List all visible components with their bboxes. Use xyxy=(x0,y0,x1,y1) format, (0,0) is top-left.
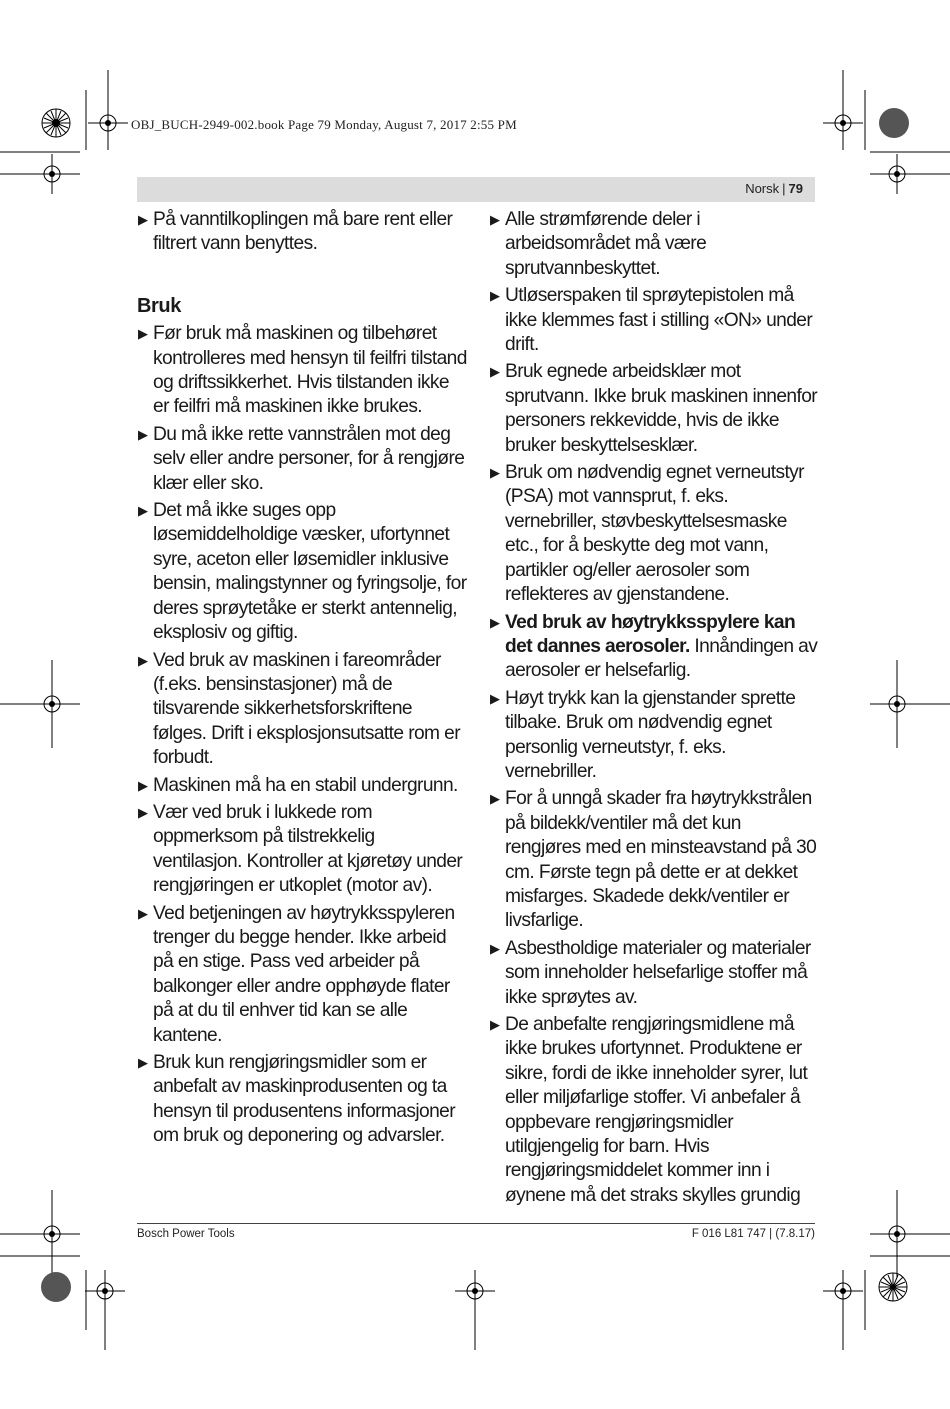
bullet-triangle-icon: ▶ xyxy=(490,690,500,706)
page-header-bar xyxy=(137,177,815,202)
list-item xyxy=(137,322,467,420)
bullet-triangle-icon: ▶ xyxy=(138,777,148,793)
list-item xyxy=(137,774,467,798)
item-text: Utløserspaken til sprøytepistolen må ikke klemmes fast i stilling «ON» under drift. xyxy=(505,285,813,356)
header-separator: | xyxy=(782,181,786,196)
item-text: Asbestholdige materialer og materialer som inneholder helsefarlige stoffer må ikke sprøytes av. xyxy=(505,937,811,1008)
bullet-triangle-icon: ▶ xyxy=(490,791,500,807)
item-text: Ved betjeningen av høytrykksspyleren trenger du begge hender. Ikke arbeid på en stige. Pass ved arbeider på balkonger eller andre opphøyde flater på at du til enhver tid kan se alle kantene. xyxy=(153,902,455,1046)
item-text: For å unngå skader fra høytrykkstrålen på bildekk/ventiler må det kun rengjøres med en minsteavstand på 30 cm. Første tegn på dette er at dekket misfarges. Skadede dekk/ventiler er livsfarlige. xyxy=(505,788,817,932)
bullet-triangle-icon: ▶ xyxy=(490,212,500,227)
list-item xyxy=(489,461,819,607)
item-text: Vær ved bruk i lukkede rom oppmerksom på tilstrekkelig ventilasjon. Kontroller at kjøretøy under rengjøringen er utkoplet (motor av). xyxy=(153,801,463,897)
list-item xyxy=(489,208,819,281)
page-number: 79 xyxy=(788,181,803,196)
bullet-triangle-icon: ▶ xyxy=(138,426,148,442)
page-header xyxy=(745,181,803,196)
item-text: Maskinen må ha en stabil undergrunn. xyxy=(153,774,458,796)
footer-divider xyxy=(137,1223,815,1224)
item-text: Innåndingen av aerosoler er helsefarlig. xyxy=(505,635,818,682)
list-item xyxy=(137,1051,467,1149)
item-text: Før bruk må maskinen og tilbehøret kontrolleres med hensyn til feilfri tilstand og driftssikkerhet. Hvis tilstanden ikke er feilfri må maskinen ikke brukes. xyxy=(153,323,467,418)
left-column xyxy=(137,208,467,1152)
list-item xyxy=(489,360,819,458)
bullet-triangle-icon: ▶ xyxy=(138,326,148,342)
item-text: Alle strømførende deler i arbeidsområdet må være sprutvannbeskyttet. xyxy=(505,209,707,279)
list-item xyxy=(137,902,467,1048)
list-item xyxy=(489,284,819,357)
item-text: Bruk kun rengjøringsmidler som er anbefalt av maskinprodusenten og ta hensyn til produsentens informasjoner om bruk og deponering og advarsler. xyxy=(153,1052,456,1147)
footer-doc-number: F 016 L81 747 | (7.8.17) xyxy=(691,1228,815,1240)
list-item xyxy=(137,423,467,496)
item-text: Høyt trykk kan la gjenstander sprette tilbake. Bruk om nødvendig egnet personlig verneutstyr, f. eks. vernebriller. xyxy=(505,687,796,782)
item-text: Ved bruk av maskinen i fareområder (f.eks. bensinstasjoner) må de tilsvarende sikkerhetsforskriftene følges. Drift i eksplosjonsutsatte rom er forbudt. xyxy=(153,649,461,769)
item-text: Det må ikke suges opp løsemiddelholdige væsker, ufortynnet syre, aceton eller løsemidler inklusive bensin, malingstynner og fyringsolje, for deres sprøytetåke er sterkt antennelig, eksplosiv og giftig. xyxy=(153,500,467,644)
bullet-triangle-icon: ▶ xyxy=(490,614,500,630)
item-text: På vanntilkoplingen må bare rent eller filtrert vann benyttes. xyxy=(153,209,453,255)
bullet-triangle-icon: ▶ xyxy=(490,364,500,380)
book-info-line: OBJ_BUCH-2949-002.book Page 79 Monday, August 7, 2017 2:55 PM xyxy=(131,117,517,132)
bullet-triangle-icon: ▶ xyxy=(138,212,148,227)
item-text: Bruk om nødvendig egnet verneutstyr (PSA) mot vannsprut, f. eks. vernebriller, støvbeskyttelsesmaske etc., for å beskytte deg mot vann, partikler og/eller aerosoler som reflekteres av gjenstandene. xyxy=(505,462,804,606)
list-item xyxy=(137,801,467,899)
bullet-triangle-icon: ▶ xyxy=(490,940,500,956)
bullet-triangle-icon: ▶ xyxy=(138,804,148,820)
list-item xyxy=(489,787,819,933)
list-item xyxy=(489,937,819,1010)
footer-publisher: Bosch Power Tools xyxy=(137,1228,235,1240)
section-heading: Bruk xyxy=(137,294,181,317)
list-item-aerosol-warning xyxy=(489,611,819,684)
bullet-triangle-icon: ▶ xyxy=(138,1055,148,1070)
bullet-triangle-icon: ▶ xyxy=(138,503,148,519)
list-item xyxy=(489,1013,819,1208)
bullet-triangle-icon: ▶ xyxy=(138,905,148,921)
bullet-triangle-icon: ▶ xyxy=(138,652,148,668)
item-text: De anbefalte rengjøringsmidlene må ikke brukes ufortynnet. Produktene er sikre, fordi de ikke inneholder syrer, lut eller miljøfarlige stoffer. Vi anbefaler å oppbevare rengjøringsmidler utilgjengelig for barn. Hvis rengjøringsmiddelet kommer inn i øynene må det straks skylles grundig xyxy=(505,1014,808,1206)
bullet-triangle-icon: ▶ xyxy=(490,465,500,481)
item-text: Du må ikke rette vannstrålen mot deg selv eller andre personer, for å rengjøre klær eller sko. xyxy=(153,423,465,494)
bullet-triangle-icon: ▶ xyxy=(490,1017,500,1032)
item-text: Bruk egnede arbeidsklær mot sprutvann. Ikke bruk maskinen innenfor personers rekkevidde, hvis de ikke bruker beskyttelsesklær. xyxy=(505,361,818,456)
bullet-triangle-icon: ▶ xyxy=(490,288,500,304)
right-column xyxy=(489,208,819,1211)
list-item xyxy=(137,499,467,645)
list-item xyxy=(137,208,467,257)
item-bold-text: Ved bruk av høytrykksspylere kan det dannes aerosoler. xyxy=(505,611,796,657)
list-item xyxy=(137,649,467,771)
list-item xyxy=(489,687,819,785)
header-language: Norsk xyxy=(745,181,780,196)
